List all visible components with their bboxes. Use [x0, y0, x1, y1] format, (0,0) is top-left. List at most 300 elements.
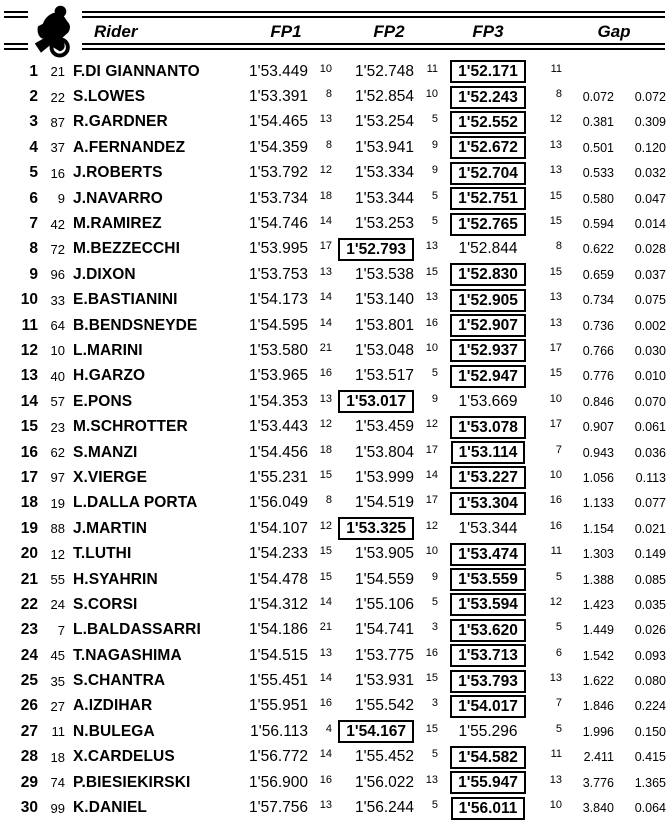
rider-name: M.RAMIREZ: [73, 215, 162, 233]
gap-to-leader: 0.580: [582, 191, 614, 206]
table-row: [0, 211, 671, 236]
session-time: 1'54.233: [249, 545, 308, 563]
best-time: 1'55.947: [450, 771, 526, 794]
fp3-time: [438, 416, 538, 439]
fp1-laps: 13: [319, 646, 332, 659]
gap-interval: 0.120: [634, 140, 666, 155]
session-time: 1'55.106: [355, 595, 414, 613]
rider-name: N.BULEGA: [73, 722, 155, 740]
rider-name: L.DALLA PORTA: [73, 494, 198, 512]
session-time: 1'53.140: [355, 291, 414, 309]
best-time: 1'56.011: [451, 797, 526, 820]
fp3-laps: 13: [549, 291, 562, 304]
table-row: [0, 262, 671, 287]
fp1-laps: 14: [319, 215, 332, 228]
rider-number: 64: [50, 318, 65, 334]
fp1-time: [236, 317, 308, 335]
fp3-laps: 13: [549, 138, 562, 151]
session-time: 1'55.542: [355, 697, 414, 715]
fp1-time: [236, 240, 308, 258]
fp3-laps: 17: [549, 418, 562, 431]
fp2-time: [332, 164, 414, 182]
gap-interval: 0.061: [634, 420, 666, 435]
position-number: 18: [20, 494, 38, 512]
best-time: 1'53.078: [450, 416, 526, 439]
gap-interval: 0.224: [634, 699, 666, 714]
fp3-time: [438, 187, 538, 210]
gap-to-leader: 0.846: [582, 394, 614, 409]
column-header-fp3: FP3: [472, 22, 504, 41]
table-row: [0, 338, 671, 363]
gap-to-leader: 3.840: [582, 801, 614, 816]
session-time: 1'53.995: [249, 240, 308, 258]
session-time: 1'55.296: [458, 722, 518, 740]
fp1-time: [236, 774, 308, 792]
fp2-laps: 15: [425, 672, 438, 685]
position-number: 12: [20, 341, 38, 359]
fp2-time: [332, 545, 414, 563]
table-row: [0, 592, 671, 617]
best-time: 1'52.171: [450, 60, 526, 83]
position-number: 1: [29, 62, 38, 80]
session-time: 1'54.353: [249, 392, 308, 410]
best-time: 1'52.751: [450, 187, 526, 210]
fp1-time: [236, 418, 308, 436]
session-time: 1'52.748: [355, 62, 414, 80]
table-row: [0, 770, 671, 795]
rider-name: S.CORSI: [73, 595, 138, 613]
fp1-time: [236, 571, 308, 589]
fp2-time: [332, 418, 414, 436]
table-row: [0, 59, 671, 84]
gap-interval: 0.075: [634, 293, 666, 308]
fp2-time: [332, 494, 414, 512]
session-time: 1'53.905: [355, 545, 414, 563]
fp1-laps: 15: [319, 570, 332, 583]
header-rule-bottom: [4, 43, 665, 50]
position-number: 9: [29, 265, 38, 283]
gap-to-leader: 1.542: [582, 648, 614, 663]
session-time: 1'54.595: [249, 316, 308, 334]
fp3-laps: 7: [555, 443, 562, 456]
session-time: 1'53.965: [249, 367, 308, 385]
fp2-laps: 5: [431, 595, 438, 608]
gap-to-leader: 0.736: [582, 318, 614, 333]
best-time: 1'53.713: [450, 644, 526, 667]
session-time: 1'54.465: [249, 113, 308, 131]
fp2-laps: 5: [431, 799, 438, 812]
best-time: 1'52.765: [450, 213, 526, 236]
gap-interval: 0.014: [634, 217, 666, 232]
rider-number: 97: [50, 470, 65, 486]
gap-interval: 0.047: [634, 191, 666, 206]
gap-interval: 0.037: [634, 267, 666, 282]
position-number: 15: [20, 418, 38, 436]
rider-number: 99: [50, 800, 65, 816]
fp2-laps: 10: [425, 341, 438, 354]
table-row: [0, 643, 671, 668]
rider-name: R.GARDNER: [73, 113, 168, 131]
fp1-time: [236, 596, 308, 614]
fp2-laps: 5: [431, 113, 438, 126]
fp3-laps: 5: [555, 722, 562, 735]
fp2-laps: 12: [425, 418, 438, 431]
session-time: 1'57.756: [249, 799, 308, 817]
motorcycle-icon: [28, 1, 82, 61]
gap-to-leader: 0.381: [582, 115, 614, 130]
rider-name: H.GARZO: [73, 367, 146, 385]
column-header-rider: Rider: [94, 22, 138, 41]
best-time: 1'52.937: [450, 339, 526, 362]
fp2-time: [332, 720, 414, 743]
fp2-laps: 9: [431, 138, 438, 151]
fp3-laps: 15: [549, 367, 562, 380]
fp2-time: [332, 647, 414, 665]
column-header-fp1: FP1: [270, 22, 302, 41]
rider-number: 10: [50, 343, 65, 359]
position-number: 23: [20, 621, 38, 639]
session-time: 1'55.452: [355, 748, 414, 766]
gap-to-leader: 2.411: [583, 750, 614, 765]
session-time: 1'55.231: [249, 468, 308, 486]
fp2-time: [332, 672, 414, 690]
best-time: 1'52.905: [450, 289, 526, 312]
fp1-time: [236, 545, 308, 563]
rider-name: J.ROBERTS: [73, 164, 163, 182]
gap-to-leader: 1.449: [582, 623, 614, 638]
fp2-laps: 3: [431, 621, 438, 634]
table-row: [0, 491, 671, 516]
gap-to-leader: 0.659: [582, 267, 614, 282]
session-time: 1'53.334: [355, 164, 414, 182]
rider-number: 24: [50, 597, 65, 613]
session-time: 1'56.113: [250, 722, 308, 740]
fp1-laps: 8: [325, 494, 332, 507]
fp3-time: [438, 339, 538, 362]
session-time: 1'53.941: [355, 138, 414, 156]
fp3-time: [438, 520, 538, 538]
fp1-laps: 16: [319, 367, 332, 380]
rider-name: E.BASTIANINI: [73, 291, 178, 309]
fp2-laps: 9: [431, 570, 438, 583]
gap-interval: 0.036: [634, 445, 666, 460]
fp1-time: [236, 190, 308, 208]
gap-interval: 0.002: [634, 318, 666, 333]
position-number: 22: [20, 595, 38, 613]
fp2-laps: 17: [425, 494, 438, 507]
gap-interval: 0.070: [634, 394, 666, 409]
fp1-laps: 21: [319, 621, 332, 634]
rider-number: 72: [50, 241, 65, 257]
fp1-time: [236, 494, 308, 512]
table-row: [0, 567, 671, 592]
gap-interval: 0.072: [634, 90, 666, 105]
rider-number: 40: [50, 368, 65, 384]
session-time: 1'53.538: [355, 265, 414, 283]
fp1-time: [236, 647, 308, 665]
rider-number: 12: [50, 546, 65, 562]
position-number: 24: [20, 646, 38, 664]
rider-number: 87: [50, 114, 65, 130]
fp2-laps: 15: [425, 722, 438, 735]
fp1-laps: 4: [325, 722, 332, 735]
rider-number: 22: [50, 89, 65, 105]
table-row: [0, 161, 671, 186]
fp1-time: [236, 113, 308, 131]
fp2-time: [332, 342, 414, 360]
fp2-time: [332, 444, 414, 462]
rider-name: B.BENDSNEYDE: [73, 316, 198, 334]
fp3-time: [438, 213, 538, 236]
rider-number: 16: [50, 165, 65, 181]
gap-to-leader: 0.622: [582, 242, 614, 257]
rider-number: 96: [50, 267, 65, 283]
fp3-laps: 15: [549, 189, 562, 202]
fp3-time: [438, 695, 538, 718]
fp2-time: [332, 215, 414, 233]
position-number: 11: [21, 316, 38, 334]
rider-name: T.LUTHI: [73, 545, 132, 563]
fp1-laps: 14: [319, 748, 332, 761]
fp3-time: [438, 111, 538, 134]
position-number: 28: [20, 748, 38, 766]
fp2-laps: 16: [425, 646, 438, 659]
fp2-laps: 9: [431, 164, 438, 177]
fp2-time: [332, 266, 414, 284]
best-time: 1'53.594: [450, 593, 526, 616]
best-time: 1'52.672: [450, 136, 526, 159]
gap-to-leader: 0.776: [582, 369, 614, 384]
fp2-time: [332, 238, 414, 261]
table-row: [0, 313, 671, 338]
table-row: [0, 795, 671, 820]
fp3-laps: 13: [549, 672, 562, 685]
table-row: [0, 719, 671, 744]
fp1-laps: 14: [319, 316, 332, 329]
table-header: [0, 0, 671, 58]
best-time: 1'52.793: [338, 238, 414, 261]
rider-number: 9: [57, 191, 65, 207]
fp3-time: [438, 365, 538, 388]
fp2-time: [332, 291, 414, 309]
fp1-laps: 12: [319, 418, 332, 431]
gap-to-leader: 3.776: [582, 775, 614, 790]
fp3-time: [438, 670, 538, 693]
gap-to-leader: 1.846: [582, 699, 614, 714]
fp3-laps: 16: [549, 519, 562, 532]
session-time: 1'53.449: [249, 62, 308, 80]
gap-interval: 0.093: [634, 648, 666, 663]
gap-interval: 0.149: [634, 547, 666, 562]
rider-number: 35: [50, 673, 65, 689]
best-time: 1'52.552: [450, 111, 526, 134]
fp3-laps: 11: [550, 748, 562, 761]
best-time: 1'52.907: [450, 314, 526, 337]
fp2-laps: 10: [425, 545, 438, 558]
gap-interval: 0.064: [634, 801, 666, 816]
fp2-time: [332, 774, 414, 792]
fp3-time: [438, 393, 538, 411]
gap-to-leader: 1.303: [582, 547, 614, 562]
fp3-laps: 12: [549, 113, 562, 126]
fp1-time: [236, 520, 308, 538]
position-number: 27: [20, 722, 38, 740]
table-row: [0, 288, 671, 313]
fp1-time: [236, 672, 308, 690]
session-time: 1'55.451: [249, 672, 308, 690]
fp3-laps: 5: [555, 570, 562, 583]
rider-name: J.NAVARRO: [73, 189, 163, 207]
fp2-laps: 5: [431, 748, 438, 761]
fp3-time: [438, 644, 538, 667]
best-time: 1'53.227: [450, 466, 526, 489]
fp3-laps: 10: [549, 468, 562, 481]
fp1-time: [236, 266, 308, 284]
fp1-time: [236, 139, 308, 157]
position-number: 6: [29, 189, 38, 207]
position-number: 29: [20, 773, 38, 791]
gap-interval: 0.021: [634, 521, 666, 536]
rider-number: 37: [50, 140, 65, 156]
fp2-laps: 12: [425, 519, 438, 532]
fp3-time: [438, 289, 538, 312]
session-time: 1'53.775: [355, 646, 414, 664]
session-time: 1'53.792: [249, 164, 308, 182]
best-time: 1'53.793: [450, 670, 526, 693]
fp1-time: [236, 164, 308, 182]
fp1-laps: 12: [319, 519, 332, 532]
rider-name: T.NAGASHIMA: [73, 646, 182, 664]
position-number: 5: [29, 164, 38, 182]
fp1-time: [236, 291, 308, 309]
rider-name: M.BEZZECCHI: [73, 240, 181, 258]
session-time: 1'56.900: [249, 773, 308, 791]
fp1-laps: 13: [319, 113, 332, 126]
fp1-laps: 13: [319, 265, 332, 278]
rider-name: X.VIERGE: [73, 468, 148, 486]
fp2-time: [332, 139, 414, 157]
fp3-time: [438, 797, 538, 820]
rider-name: S.LOWES: [73, 88, 146, 106]
position-number: 8: [29, 240, 38, 258]
session-time: 1'53.931: [355, 672, 414, 690]
session-time: 1'53.801: [355, 316, 414, 334]
column-header-fp2: FP2: [373, 22, 405, 41]
fp2-laps: 3: [431, 697, 438, 710]
session-time: 1'54.359: [249, 138, 308, 156]
fp2-time: [332, 367, 414, 385]
table-row: [0, 414, 671, 439]
gap-interval: 0.028: [634, 242, 666, 257]
session-time: 1'54.559: [355, 570, 414, 588]
session-time: 1'55.951: [249, 697, 308, 715]
position-number: 13: [20, 367, 38, 385]
fp3-time: [438, 136, 538, 159]
fp1-time: [236, 215, 308, 233]
fp2-time: [332, 113, 414, 131]
column-header-gap: Gap: [597, 22, 631, 41]
gap-interval: 0.032: [634, 166, 666, 181]
session-time: 1'53.580: [249, 341, 308, 359]
fp3-laps: 13: [549, 316, 562, 329]
session-time: 1'54.186: [249, 621, 308, 639]
rider-number: 11: [51, 724, 65, 740]
fp2-time: [332, 469, 414, 487]
fp3-laps: 15: [549, 215, 562, 228]
fp1-time: [236, 697, 308, 715]
gap-interval: 0.415: [634, 750, 666, 765]
session-time: 1'53.734: [249, 189, 308, 207]
gap-interval: 0.085: [634, 572, 666, 587]
position-number: 2: [29, 88, 38, 106]
rider-number: 33: [50, 292, 65, 308]
position-number: 7: [29, 215, 38, 233]
gap-to-leader: 0.943: [582, 445, 614, 460]
session-time: 1'54.515: [249, 646, 308, 664]
fp3-time: [438, 593, 538, 616]
gap-to-leader: 1.056: [582, 470, 614, 485]
session-time: 1'54.456: [249, 443, 308, 461]
fp1-laps: 14: [319, 672, 332, 685]
table-row: [0, 237, 671, 262]
fp1-time: [236, 748, 308, 766]
session-time: 1'53.344: [355, 189, 414, 207]
session-time: 1'56.022: [355, 773, 414, 791]
fp3-time: [438, 723, 538, 741]
gap-interval: 1.365: [634, 775, 666, 790]
fp3-time: [438, 441, 538, 464]
rider-name: S.CHANTRA: [73, 672, 166, 690]
fp2-laps: 16: [425, 316, 438, 329]
fp3-laps: 13: [549, 773, 562, 786]
gap-to-leader: 1.996: [582, 724, 614, 739]
fp1-time: [236, 444, 308, 462]
fp1-laps: 15: [319, 545, 332, 558]
fp3-laps: 11: [550, 62, 562, 75]
fp2-laps: 15: [425, 265, 438, 278]
fp1-laps: 21: [319, 341, 332, 354]
fp1-laps: 17: [319, 240, 332, 253]
best-time: 1'53.325: [338, 517, 414, 540]
best-time: 1'53.304: [450, 492, 526, 515]
fp1-laps: 16: [319, 697, 332, 710]
session-time: 1'53.999: [355, 468, 414, 486]
gap-to-leader: 0.766: [582, 343, 614, 358]
position-number: 26: [20, 697, 38, 715]
rider-number: 7: [57, 622, 65, 638]
rider-number: 57: [50, 394, 65, 410]
fp1-time: [236, 723, 308, 741]
gap-interval: 0.077: [634, 496, 666, 511]
fp3-laps: 16: [549, 494, 562, 507]
gap-to-leader: 1.133: [582, 496, 614, 511]
rider-number: 21: [50, 64, 65, 80]
best-time: 1'52.830: [450, 263, 526, 286]
fp2-time: [332, 517, 414, 540]
rider-number: 45: [50, 648, 65, 664]
fp3-time: [438, 746, 538, 769]
fp2-time: [332, 621, 414, 639]
position-number: 3: [29, 113, 38, 131]
best-time: 1'54.582: [450, 746, 526, 769]
fp3-laps: 17: [549, 341, 562, 354]
rider-number: 23: [50, 419, 65, 435]
session-time: 1'52.854: [355, 88, 414, 106]
best-time: 1'54.167: [338, 720, 414, 743]
gap-to-leader: 0.734: [582, 293, 614, 308]
best-time: 1'53.474: [450, 543, 526, 566]
timing-rows: [0, 59, 671, 821]
